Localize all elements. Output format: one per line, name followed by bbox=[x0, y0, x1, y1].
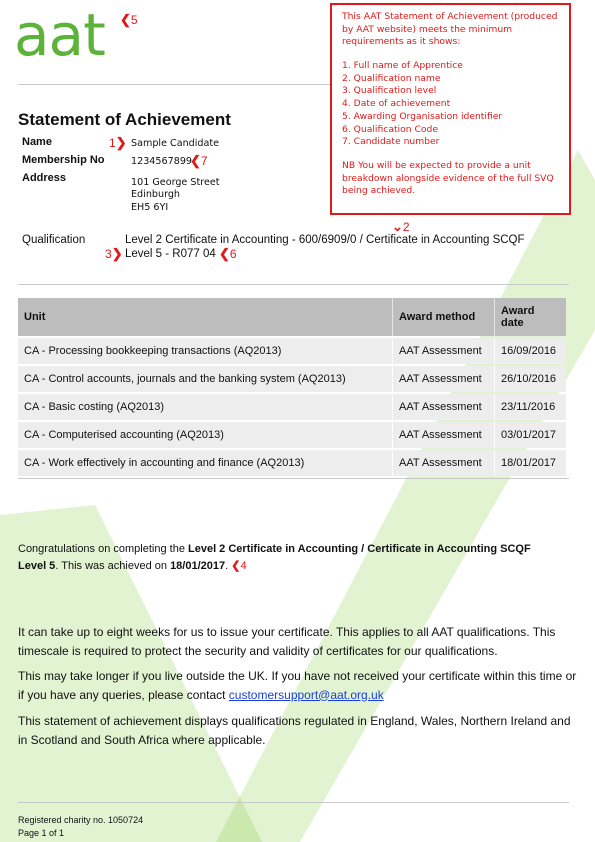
membership-value: 1234567899 bbox=[131, 156, 193, 167]
qualification-line-1: Level 2 Certificate in Accounting - 600/6909/0 / Certificate in Accounting SCQF bbox=[125, 234, 525, 246]
info-paragraph-2 bbox=[18, 667, 578, 704]
congrats-date: 18/01/2017 bbox=[170, 559, 226, 572]
arrow-right-icon: ❯ bbox=[115, 135, 127, 150]
info-paragraph-1: It can take up to eight weeks for us to issue your certificate. This applies to all AAT qualifications. This timescale is required to protect the security and validity of certificates for our qualifications. bbox=[18, 625, 556, 658]
aat-logo: aat bbox=[14, 1, 105, 69]
arrow-left-icon: ❮ bbox=[219, 246, 230, 261]
callout-7: ❮7 bbox=[190, 153, 208, 168]
qualification-label: Qualification bbox=[22, 234, 86, 246]
arrow-left-icon: ❮ bbox=[190, 153, 201, 168]
arrow-left-icon: ❮ bbox=[120, 12, 131, 27]
table-row bbox=[18, 366, 566, 392]
name-label: Name bbox=[22, 136, 52, 148]
address-label: Address bbox=[22, 172, 67, 184]
table-row bbox=[18, 450, 566, 476]
page-title: Statement of Achievement bbox=[18, 110, 231, 129]
award-date-cell: 18/01/2017 bbox=[494, 450, 566, 476]
address-line: Edinburgh bbox=[131, 189, 181, 201]
table-header-row bbox=[18, 298, 566, 336]
qualification-line-2: Level 5 - R077 04 bbox=[125, 248, 216, 260]
footer bbox=[18, 814, 143, 840]
note-item: 3. Qualification level bbox=[342, 85, 437, 97]
note-nb: NB You will be expected to provide a unit breakdown alongside evidence of the full SVQ being achieved. bbox=[342, 159, 554, 197]
congrats-qualification: Level 2 Certificate in Accounting / Certificate in Accounting SCQF Level 5 bbox=[18, 543, 531, 572]
award-method-cell: AAT Assessment bbox=[392, 366, 494, 392]
table-row bbox=[18, 338, 566, 364]
arrow-left-icon: ❮ bbox=[231, 559, 241, 572]
award-method-cell: AAT Assessment bbox=[392, 450, 494, 476]
note-item: 4. Date of achievement bbox=[342, 98, 451, 110]
congrats-suffix: . bbox=[225, 559, 229, 572]
award-date-cell: 26/10/2016 bbox=[494, 366, 566, 392]
note-intro: This AAT Statement of Achievement (produced by AAT website) meets the minimum requirements as it shows: bbox=[342, 11, 558, 48]
note-item: 6. Qualification Code bbox=[342, 123, 438, 135]
award-date-cell: 16/09/2016 bbox=[494, 338, 566, 364]
charity-number: Registered charity no. 1050724 bbox=[18, 815, 144, 825]
congrats-middle: . This was achieved on bbox=[55, 559, 171, 572]
table-row bbox=[18, 394, 566, 420]
table-row bbox=[18, 422, 566, 448]
award-method-cell: AAT Assessment bbox=[392, 338, 494, 364]
callout-2: ⌄2 bbox=[392, 219, 410, 234]
callout-3: 3❯ bbox=[105, 246, 123, 261]
address-block bbox=[131, 177, 220, 214]
info-paragraph-3: This statement of achievement displays qualifications regulated in England, Wales, Northern Ireland and in Scotland and South Africa where applicable. bbox=[18, 714, 571, 747]
unit-cell: CA - Basic costing (AQ2013) bbox=[18, 394, 392, 420]
arrow-right-icon: ❯ bbox=[111, 246, 123, 261]
award-method-cell: AAT Assessment bbox=[392, 394, 494, 420]
membership-label: Membership No bbox=[22, 154, 105, 166]
congrats-prefix: Congratulations on completing the bbox=[18, 543, 188, 555]
unit-cell: CA - Work effectively in accounting and finance (AQ2013) bbox=[18, 450, 392, 476]
callout-4: ❮4 bbox=[231, 559, 247, 572]
divider bbox=[18, 84, 330, 85]
callout-1: 1❯ bbox=[109, 135, 127, 150]
note-list bbox=[342, 60, 559, 149]
note-item: 1. Full name of Apprentice bbox=[342, 60, 463, 72]
requirements-note bbox=[330, 3, 571, 215]
support-email-link[interactable]: customersupport@aat.org.uk bbox=[228, 687, 384, 702]
note-item: 7. Candidate number bbox=[342, 136, 440, 148]
callout-6: ❮6 bbox=[219, 246, 237, 261]
column-header-award-date: Award date bbox=[494, 298, 566, 336]
arrow-down-icon: ⌄ bbox=[392, 219, 403, 234]
column-header-award-method: Award method bbox=[392, 298, 494, 336]
unit-cell: CA - Computerised accounting (AQ2013) bbox=[18, 422, 392, 448]
address-line: 101 George Street bbox=[131, 177, 220, 188]
units-table bbox=[18, 296, 566, 478]
unit-cell: CA - Processing bookkeeping transactions (AQ2013) bbox=[18, 338, 392, 364]
award-date-cell: 03/01/2017 bbox=[494, 422, 566, 448]
divider bbox=[18, 802, 569, 803]
congratulations-text bbox=[18, 541, 558, 574]
note-item: 5. Awarding Organisation identifier bbox=[342, 110, 503, 122]
page-number: Page 1 of 1 bbox=[18, 828, 65, 839]
address-line: EH5 6YI bbox=[131, 201, 169, 213]
divider bbox=[18, 284, 569, 285]
name-value: Sample Candidate bbox=[131, 138, 220, 149]
divider bbox=[18, 478, 569, 479]
callout-5: ❮5 bbox=[120, 12, 138, 27]
award-method-cell: AAT Assessment bbox=[392, 422, 494, 448]
note-item: 2. Qualification name bbox=[342, 72, 441, 84]
contact-text: This may take longer if you live outside the UK. If you have not received your certificate within this time or if you have any queries, please contact bbox=[18, 669, 577, 702]
award-date-cell: 23/11/2016 bbox=[494, 394, 566, 420]
unit-cell: CA - Control accounts, journals and the banking system (AQ2013) bbox=[18, 366, 392, 392]
column-header-unit: Unit bbox=[18, 298, 392, 336]
